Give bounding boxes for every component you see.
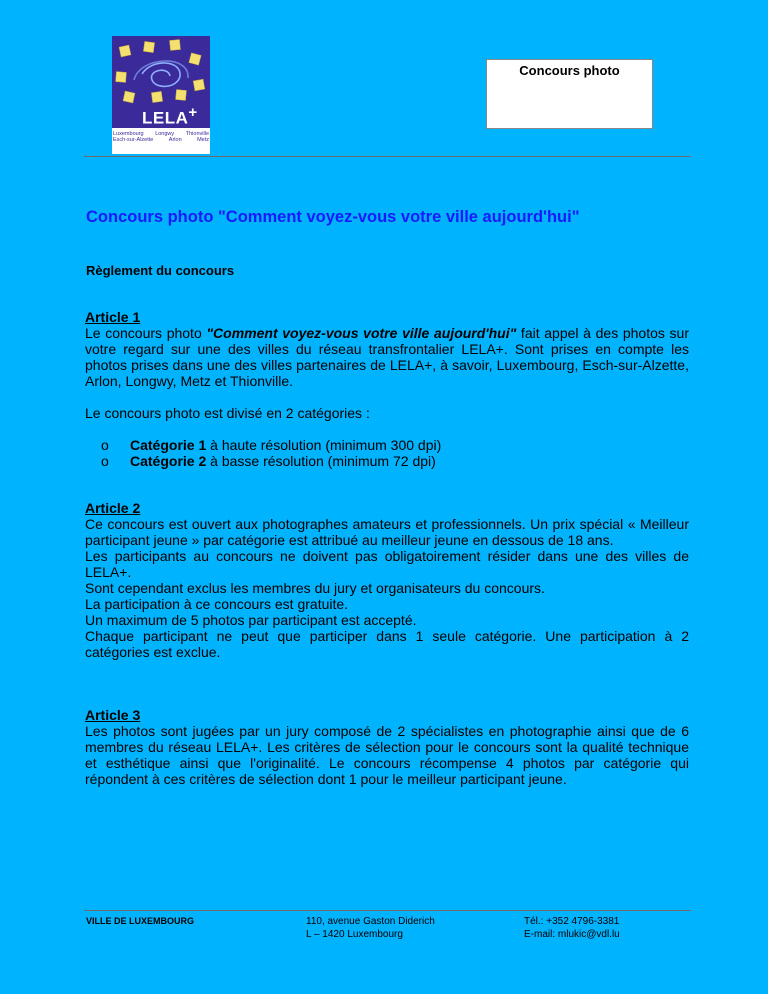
list-item: o Catégorie 2 à basse résolution (minimum 72 dpi) xyxy=(101,453,436,469)
categories-list xyxy=(85,437,689,469)
footer-contact xyxy=(524,915,620,941)
footer-org: VILLE DE LUXEMBOURG xyxy=(86,916,195,926)
article-1 xyxy=(85,309,689,469)
logo-cities: Luxembourg Longwy Thionville Esch-sur-Alzette Arlon Metz xyxy=(112,128,210,154)
footer-divider xyxy=(84,910,691,911)
footer-phone: Tél.: +352 4796-3381 xyxy=(524,916,620,927)
lela-logo xyxy=(112,36,210,154)
header-label-box xyxy=(486,59,653,129)
article-2-paragraph: Sont cependant exclus les membres du jury et organisateurs du concours. xyxy=(85,580,545,596)
footer-email: E-mail: mlukic@vdl.lu xyxy=(524,929,620,940)
article-2-paragraph: Les participants au concours ne doivent pas obligatoirement résider dans une des villes de LELA+. xyxy=(85,548,689,580)
header-label: Concours photo xyxy=(519,63,620,78)
article-3-text: Les photos sont jugées par un jury composé de 2 spécialistes en photographie ainsi que de 6 membres du réseau LELA+. Les critères de sélection pour le concours sont la qualité technique et esthétique ainsi que l'originalité. Le concours récompense 4 photos par catégorie qui répondent à ces critères de sélection dont 1 pour le meilleur participant jeune. xyxy=(85,723,689,787)
article-2-heading: Article 2 xyxy=(85,500,141,516)
article-3-heading: Article 3 xyxy=(85,707,141,723)
article-3 xyxy=(85,707,689,787)
page-title: Concours photo "Comment voyez-vous votre ville aujourd'hui" xyxy=(86,208,580,226)
categories-intro: Le concours photo est divisé en 2 catégories : xyxy=(85,405,370,421)
article-2-paragraph: Un maximum de 5 photos par participant est accepté. xyxy=(85,612,417,628)
article-2-paragraph: La participation à ce concours est gratuite. xyxy=(85,596,349,612)
logo-wordmark: LELA+ xyxy=(142,104,198,128)
article-2-paragraph: Ce concours est ouvert aux photographes amateurs et professionnels. Un prix spécial « Meilleur participant jeune » par catégorie est attribué au meilleur jeune en dessous de 18 ans. xyxy=(85,516,689,548)
logo-artwork xyxy=(112,36,210,128)
article-1-intro: Le concours photo "Comment voyez-vous votre ville aujourd'hui" fait appel à des photos sur votre regard sur une des villes du réseau transfrontalier LELA+. Sont prises en compte les photos prises dans une des villes partenaires de LELA+, à savoir, Luxembourg, Esch-sur-Alzette, Arlon, Longwy, Metz et Thionville. xyxy=(85,325,689,389)
footer-address: 110, avenue Gaston Diderich L – 1420 Luxembourg xyxy=(306,916,435,940)
article-2 xyxy=(85,500,689,660)
list-item: o Catégorie 1 à haute résolution (minimum 300 dpi) xyxy=(101,437,442,453)
page-subtitle: Règlement du concours xyxy=(86,263,235,278)
article-2-paragraph: Chaque participant ne peut que participer dans 1 seule catégorie. Une participation à 2 catégories est exclue. xyxy=(85,628,689,660)
article-1-heading: Article 1 xyxy=(85,309,141,325)
header-divider xyxy=(84,156,691,157)
